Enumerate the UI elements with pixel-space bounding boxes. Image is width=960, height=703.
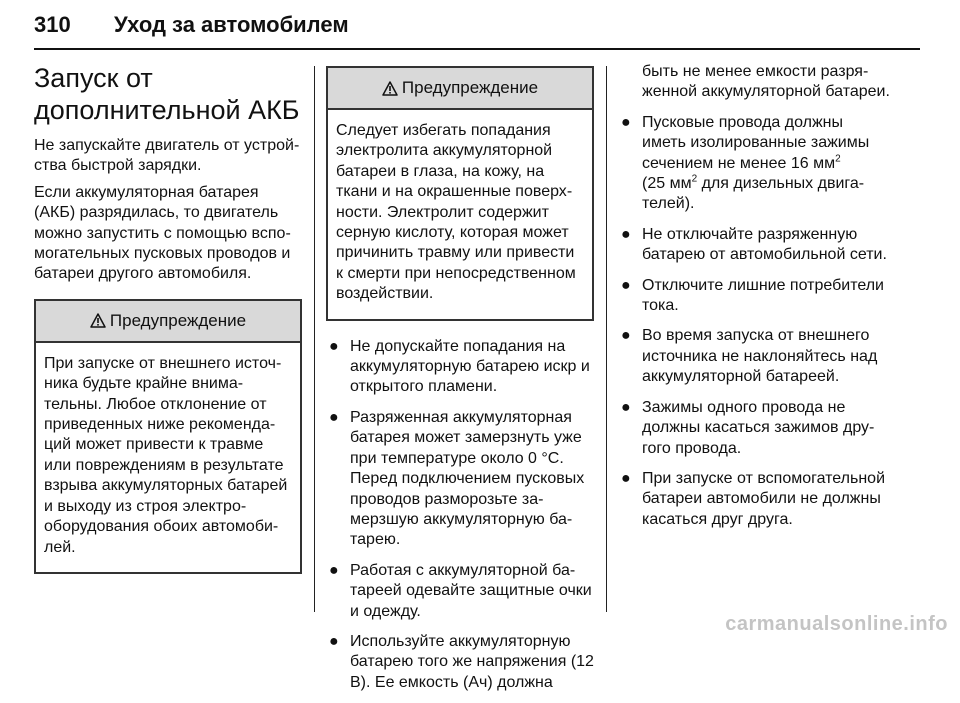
section-title-line-2: дополнительной АКБ <box>34 95 300 125</box>
list-item <box>618 398 890 459</box>
bullet-dot: ● <box>621 276 631 294</box>
bullet-dot: ● <box>329 408 339 426</box>
list-item-text: Не допускайте попадания на аккумуляторную батарею искр и открытого пламени. <box>350 337 590 396</box>
list-item <box>326 632 594 693</box>
bullet-dot: ● <box>329 561 339 579</box>
page-number: 310 <box>34 12 71 37</box>
cable-spec-text-a: Пусковые провода должны иметь изолированные зажимы сечением не менее 16 мм <box>642 113 870 172</box>
page-header <box>34 8 920 50</box>
warning-label: Предупреждение <box>109 310 247 330</box>
cable-spec-text-b: (25 мм <box>642 175 692 193</box>
list-item <box>618 113 890 215</box>
list-item <box>326 408 594 551</box>
running-title: Уход за автомобилем <box>114 12 349 37</box>
column-1 <box>34 62 302 574</box>
list-item <box>326 561 594 622</box>
warning-box-2 <box>326 66 594 321</box>
bullet-dot: ● <box>329 337 339 355</box>
column-divider-2 <box>606 66 607 612</box>
column-3 <box>618 62 890 540</box>
bullet-list <box>326 337 594 694</box>
warning-triangle-icon <box>382 81 398 96</box>
list-item-text: При запуске от вспомогательной батареи автомобили не должны касаться друг друга. <box>642 469 886 528</box>
bullet-dot: ● <box>329 632 339 650</box>
bullet-dot: ● <box>621 469 631 487</box>
section-title <box>34 62 302 126</box>
list-item-text: Разряженная аккумуляторная батарея может замерзнуть уже при температуре около 0 °C. Перед подключением пусковых проводов разморозьте замерзшую аккумуляторную батарею. <box>350 408 585 549</box>
warning-label: Предупреждение <box>401 77 539 97</box>
warning-triangle-icon <box>90 313 106 328</box>
list-item-text <box>642 114 869 213</box>
bullet-dot: ● <box>621 327 631 345</box>
list-item <box>618 469 890 530</box>
bullet-dot: ● <box>621 113 631 131</box>
list-item-text: Используйте аккумуляторную батарею того же напряжения (12 В). Ее емкость (Ач) должна <box>350 632 594 691</box>
intro-paragraph-1: Не запускайте двигатель от устройства быстрой зарядки. <box>34 137 300 175</box>
section-title-line-1: Запуск от <box>34 63 153 93</box>
bullet-list <box>618 113 890 530</box>
warning-header <box>328 68 592 110</box>
list-item-text: Во время запуска от внешнего источника не наклоняйтесь над аккумуляторной батареей. <box>642 327 878 386</box>
list-item <box>618 276 890 317</box>
bullet-dot: ● <box>621 225 631 243</box>
list-item-text: Отключите лишние потребители тока. <box>642 276 884 315</box>
list-item-text: Зажимы одного провода не должны касаться зажимов другого провода. <box>642 398 875 457</box>
warning-text: Следует избегать попадания электролита аккумуляторной батареи в глаза, на кожу, на ткани и на окрашенные поверхности. Электролит содержит серную кислоту, которая может причинить травму или привести к смерти при непосредственном воздействии. <box>336 122 576 303</box>
intro-paragraph-2: Если аккумуляторная батарея (АКБ) разрядилась, то двигатель можно запустить с помощью вспомогательных пусковых проводов и батареи другого автомобиля. <box>34 183 291 283</box>
column-divider-1 <box>314 66 315 612</box>
list-item <box>326 337 594 398</box>
bullet-dot: ● <box>621 398 631 416</box>
warning-text: При запуске от внешнего источника будьте крайне внимательны. Любое отклонение от приведенных ниже рекомендаций может привести к травме или повреждениям в результате взрыва аккумуляторных батарей и выходу из строя электрооборудования обоих автомобилей. <box>44 354 288 556</box>
warning-box-1 <box>34 299 302 574</box>
column-2 <box>326 62 594 703</box>
cable-spec-text-c: для дизельных двигателей). <box>642 175 865 213</box>
watermark: carmanualsonline.info <box>725 613 948 635</box>
list-item <box>618 225 890 266</box>
superscript: 2 <box>691 173 698 185</box>
continued-text: быть не менее емкости разряженной аккумуляторной батареи. <box>642 63 890 101</box>
superscript: 2 <box>835 153 841 165</box>
list-item <box>618 326 890 387</box>
warning-header <box>36 301 300 343</box>
list-item-text: Работая с аккумуляторной батареей одевайте защитные очки и одежду. <box>350 561 592 620</box>
list-item-text: Не отключайте разряженную батарею от автомобильной сети. <box>642 225 887 264</box>
header-rule <box>34 48 920 50</box>
